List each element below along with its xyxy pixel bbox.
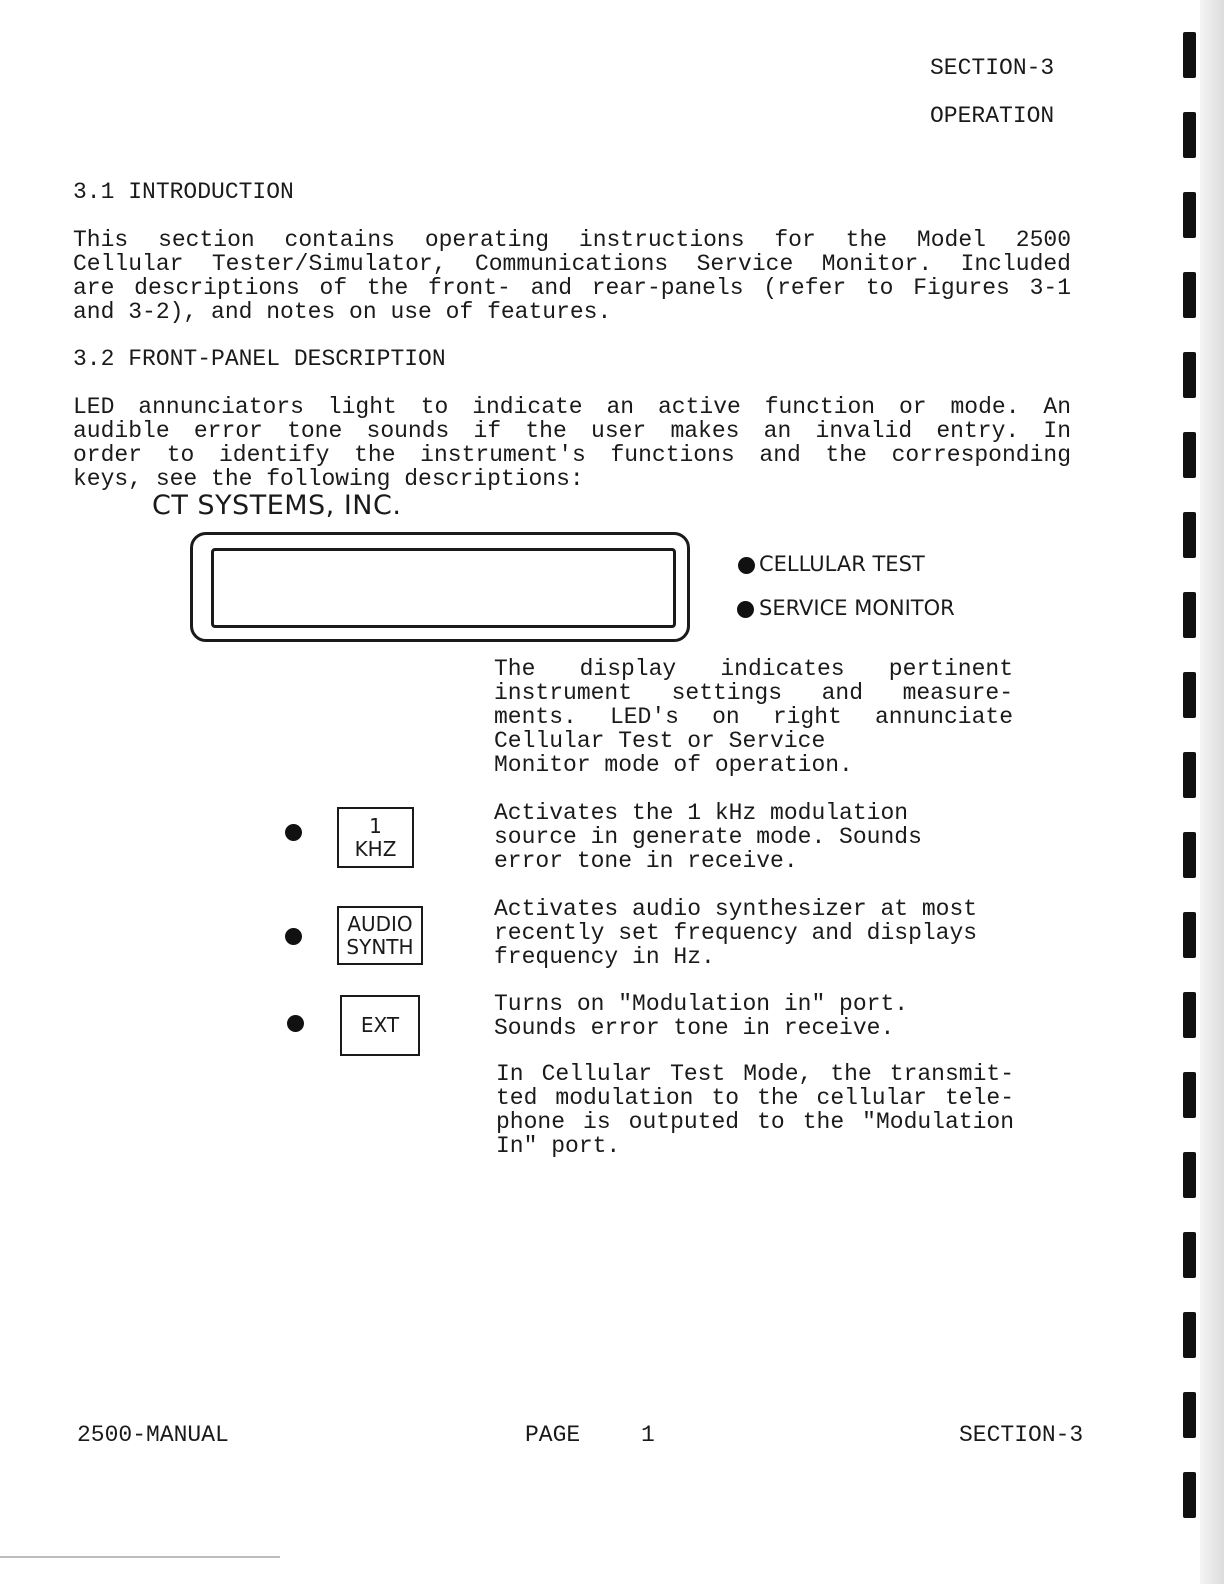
binding-hole-icon [1183,1232,1196,1278]
binding-hole-icon [1183,352,1196,398]
key-desc-line: source in generate mode. Sounds [494,824,922,850]
brand-name: CT SYSTEMS, INC. [152,490,402,521]
display-desc-line: Cellular Test or Service [494,728,826,754]
audio-synth-key-label-bottom: SYNTH [346,934,414,959]
front-panel-paragraph [73,395,1071,491]
key-desc-line: frequency in Hz. [494,944,715,970]
service-monitor-led-icon [737,601,754,618]
page-edge-shadow [1200,0,1224,1584]
front-panel-line: LED annunciators light to indicate an active function or mode. An [73,394,1071,420]
display-desc-line: Monitor mode of operation. [494,752,853,778]
binding-hole-icon [1183,1072,1196,1118]
binding-hole-icon [1183,1152,1196,1198]
intro-heading-text: 3.1 INTRODUCTION [73,179,294,205]
footer-page-number: 1 [641,1422,655,1448]
key-desc-line: recently set frequency and displays [494,920,978,946]
lcd-display-screen [211,548,676,628]
key-desc-line: Sounds error tone in receive. [494,1015,895,1041]
binding-hole-icon [1183,832,1196,878]
binding-hole-icon [1183,192,1196,238]
audio-synth-key-label-top: AUDIO [347,911,413,936]
binding-hole-icon [1183,592,1196,638]
ext-description [494,992,1014,1040]
binding-hole-icon [1183,752,1196,798]
footer-page-label: PAGE [525,1422,581,1448]
binding-hole-icon [1183,432,1196,478]
section-label: SECTION-3 [930,55,1055,81]
audio-synth-led-icon [285,928,302,945]
intro-line: Cellular Tester/Simulator, Communications Service Monitor. Included [73,251,1071,277]
front-panel-line: order to identify the instrument's functions and the corresponding [73,442,1071,468]
cellular-test-label: CELLULAR TEST [759,552,925,576]
footer-manual: 2500-MANUAL [77,1422,229,1448]
ext-note-line: ted modulation to the cellular tele- [496,1085,1014,1111]
khz-led-icon [285,824,302,841]
1khz-key[interactable] [337,807,414,868]
1khz-key-label-bottom: KHZ [354,836,397,861]
audio-synth-key[interactable] [337,906,423,965]
binding-hole-icon [1183,912,1196,958]
intro-line: are descriptions of the front- and rear-panels (refer to Figures 3-1 [73,275,1071,301]
display-desc-line: instrument settings and measure- [494,680,1013,706]
intro-paragraph [73,228,1071,324]
ext-note-line: phone is outputed to the "Modulation [496,1109,1014,1135]
key-desc-line: Turns on "Modulation in" port. [494,991,909,1017]
display-desc-line: The display indicates pertinent [494,656,1013,682]
1khz-description [494,801,1014,873]
display-description [494,657,1013,777]
key-desc-line: error tone in receive. [494,848,798,874]
ext-note-line: In Cellular Test Mode, the transmit- [496,1061,1014,1087]
service-monitor-label: SERVICE MONITOR [759,596,955,620]
audio-synth-description [494,897,1014,969]
ext-note-line: In" port. [496,1133,621,1159]
display-desc-line: ments. LED's on right annunciate [494,704,1013,730]
key-desc-line: Activates the 1 kHz modulation [494,800,909,826]
binding-hole-icon [1183,272,1196,318]
page-title: OPERATION [930,103,1055,129]
ext-key-label: EXT [360,1013,400,1037]
binding-hole-icon [1183,1392,1196,1438]
scan-edge-line [0,1556,280,1558]
binding-hole-icon [1183,1472,1196,1518]
front-panel-line: keys, see the following descriptions: [73,466,584,492]
binding-hole-icon [1183,992,1196,1038]
footer-section: SECTION-3 [959,1422,1084,1448]
binding-hole-icon [1183,32,1196,78]
front-panel-heading: 3.2 FRONT-PANEL DESCRIPTION [73,346,446,372]
ext-key[interactable] [340,995,420,1056]
1khz-key-label-top: 1 [369,813,382,838]
ext-note [496,1062,1014,1158]
cellular-test-led-icon [738,557,755,574]
intro-line: and 3-2), and notes on use of features. [73,299,612,325]
front-panel-line: audible error tone sounds if the user makes an invalid entry. In [73,418,1071,444]
key-desc-line: Activates audio synthesizer at most [494,896,978,922]
ext-led-icon [287,1015,304,1032]
binding-hole-icon [1183,512,1196,558]
binding-hole-icon [1183,112,1196,158]
binding-hole-icon [1183,672,1196,718]
binding-hole-icon [1183,1312,1196,1358]
intro-line: This section contains operating instructions for the Model 2500 [73,227,1071,253]
